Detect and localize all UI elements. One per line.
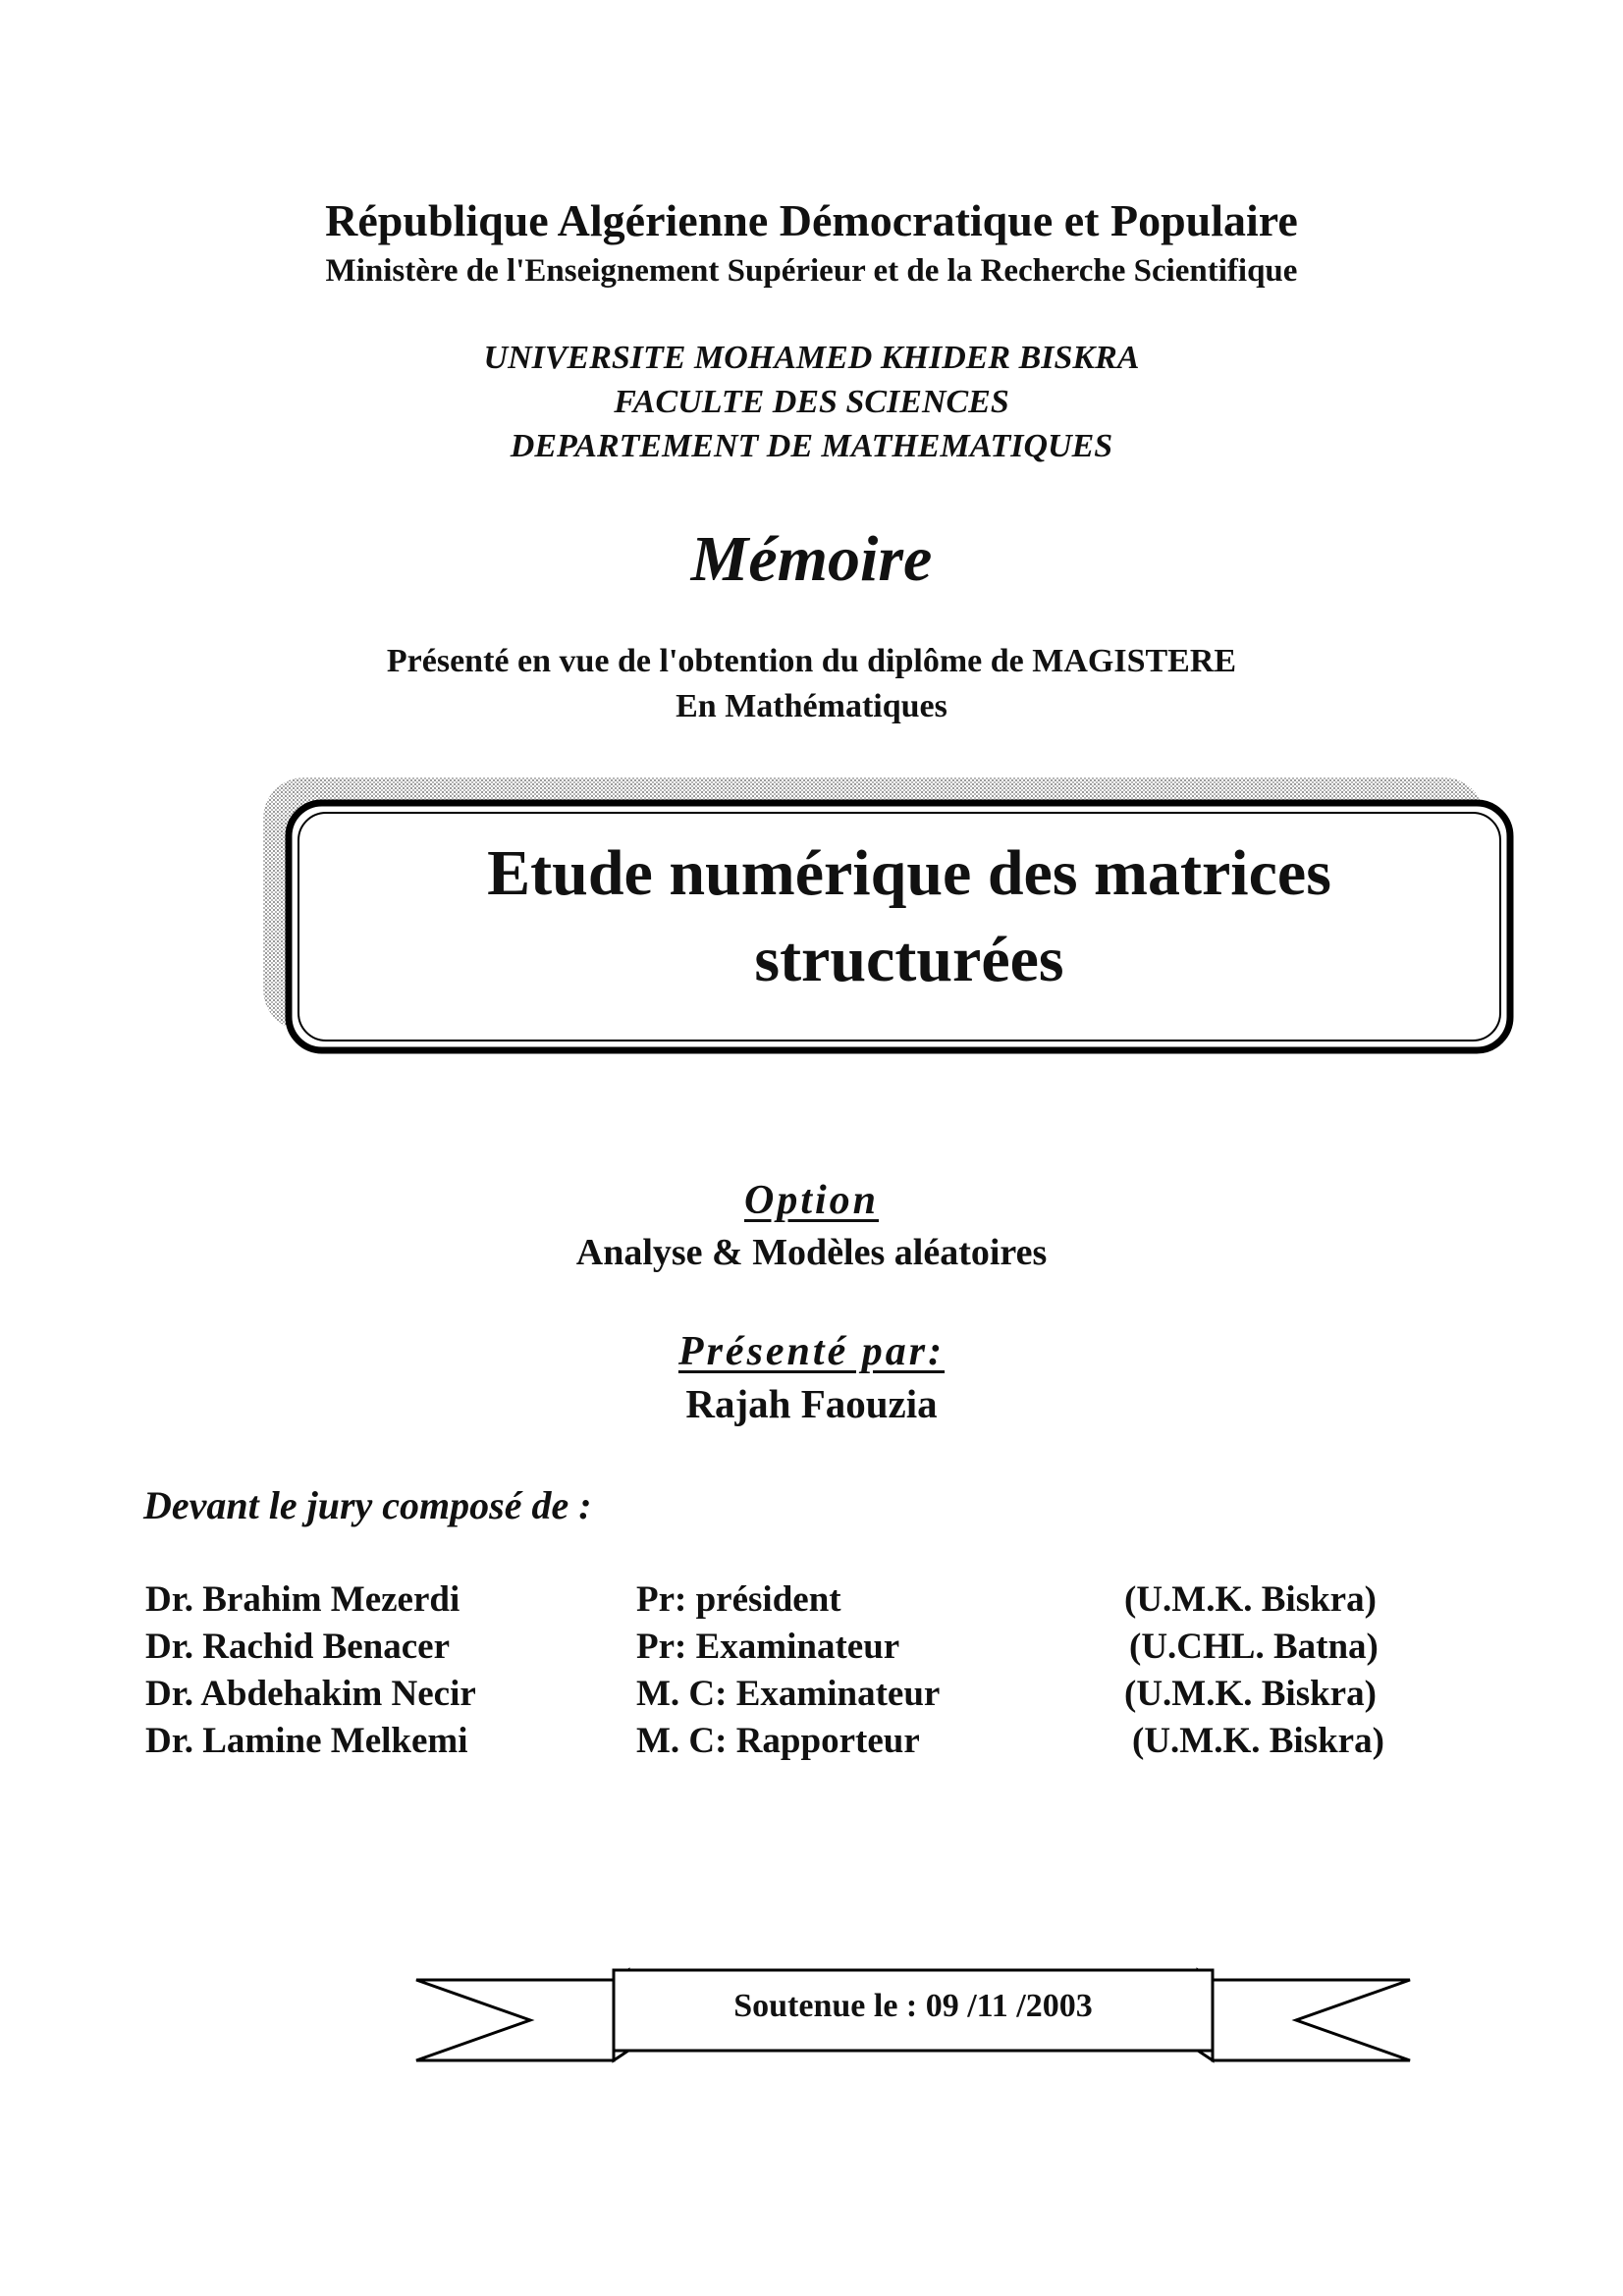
jury-table: [145, 1578, 1422, 1767]
jury-row: [145, 1673, 1422, 1720]
degree-field: En Mathématiques: [676, 688, 947, 724]
defense-ribbon: [412, 1966, 1414, 2074]
republic-heading: République Algérienne Démocratique et Populaire: [325, 195, 1298, 245]
jury-member-institution: (U.M.K. Biskra): [1132, 1721, 1384, 1761]
title-frame-graphic: [261, 775, 1514, 1058]
jury-member-institution: (U.CHL. Batna): [1129, 1627, 1379, 1667]
title-frame: [261, 775, 1514, 1058]
jury-member-institution: (U.M.K. Biskra): [1124, 1579, 1377, 1620]
jury-row: [145, 1720, 1422, 1767]
university-name: UNIVERSITE MOHAMED KHIDER BISKRA: [483, 340, 1140, 376]
presenter-heading-text: Présenté par:: [677, 1329, 946, 1374]
degree-purpose: Présenté en vue de l'obtention du diplôme de MAGISTERE: [386, 643, 1237, 679]
presenter-heading: [0, 1328, 1623, 1375]
jury-member-name: Dr. Abdehakim Necir: [145, 1674, 476, 1714]
jury-row: [145, 1626, 1422, 1673]
option-heading-text: Option: [743, 1178, 880, 1223]
jury-member-role: M. C: Examinateur: [636, 1674, 941, 1714]
jury-member-name: Dr. Brahim Mezerdi: [145, 1579, 460, 1620]
jury-member-role: M. C: Rapporteur: [636, 1721, 920, 1761]
thesis-title-line-1: Etude numérique des matrices: [487, 837, 1331, 909]
jury-member-institution: (U.M.K. Biskra): [1124, 1674, 1377, 1714]
option-value: Analyse & Modèles aléatoires: [575, 1232, 1048, 1273]
document-type: Mémoire: [690, 523, 933, 595]
option-heading: [0, 1177, 1623, 1224]
ministry-heading: Ministère de l'Enseignement Supérieur et de la Recherche Scientifique: [325, 253, 1298, 289]
faculty-name: FACULTE DES SCIENCES: [614, 384, 1009, 420]
jury-row: [145, 1578, 1422, 1626]
thesis-title-line-2: structurées: [754, 924, 1064, 995]
department-name: DEPARTEMENT DE MATHEMATIQUES: [510, 428, 1113, 464]
jury-heading: Devant le jury composé de :: [143, 1483, 592, 1527]
defense-date: Soutenue le : 09 /11 /2003: [733, 1988, 1093, 2024]
jury-member-role: Pr: président: [636, 1579, 841, 1620]
author-name: Rajah Faouzia: [685, 1381, 938, 1426]
jury-member-role: Pr: Examinateur: [636, 1627, 900, 1667]
jury-member-name: Dr. Lamine Melkemi: [145, 1721, 468, 1761]
jury-member-name: Dr. Rachid Benacer: [145, 1627, 451, 1667]
